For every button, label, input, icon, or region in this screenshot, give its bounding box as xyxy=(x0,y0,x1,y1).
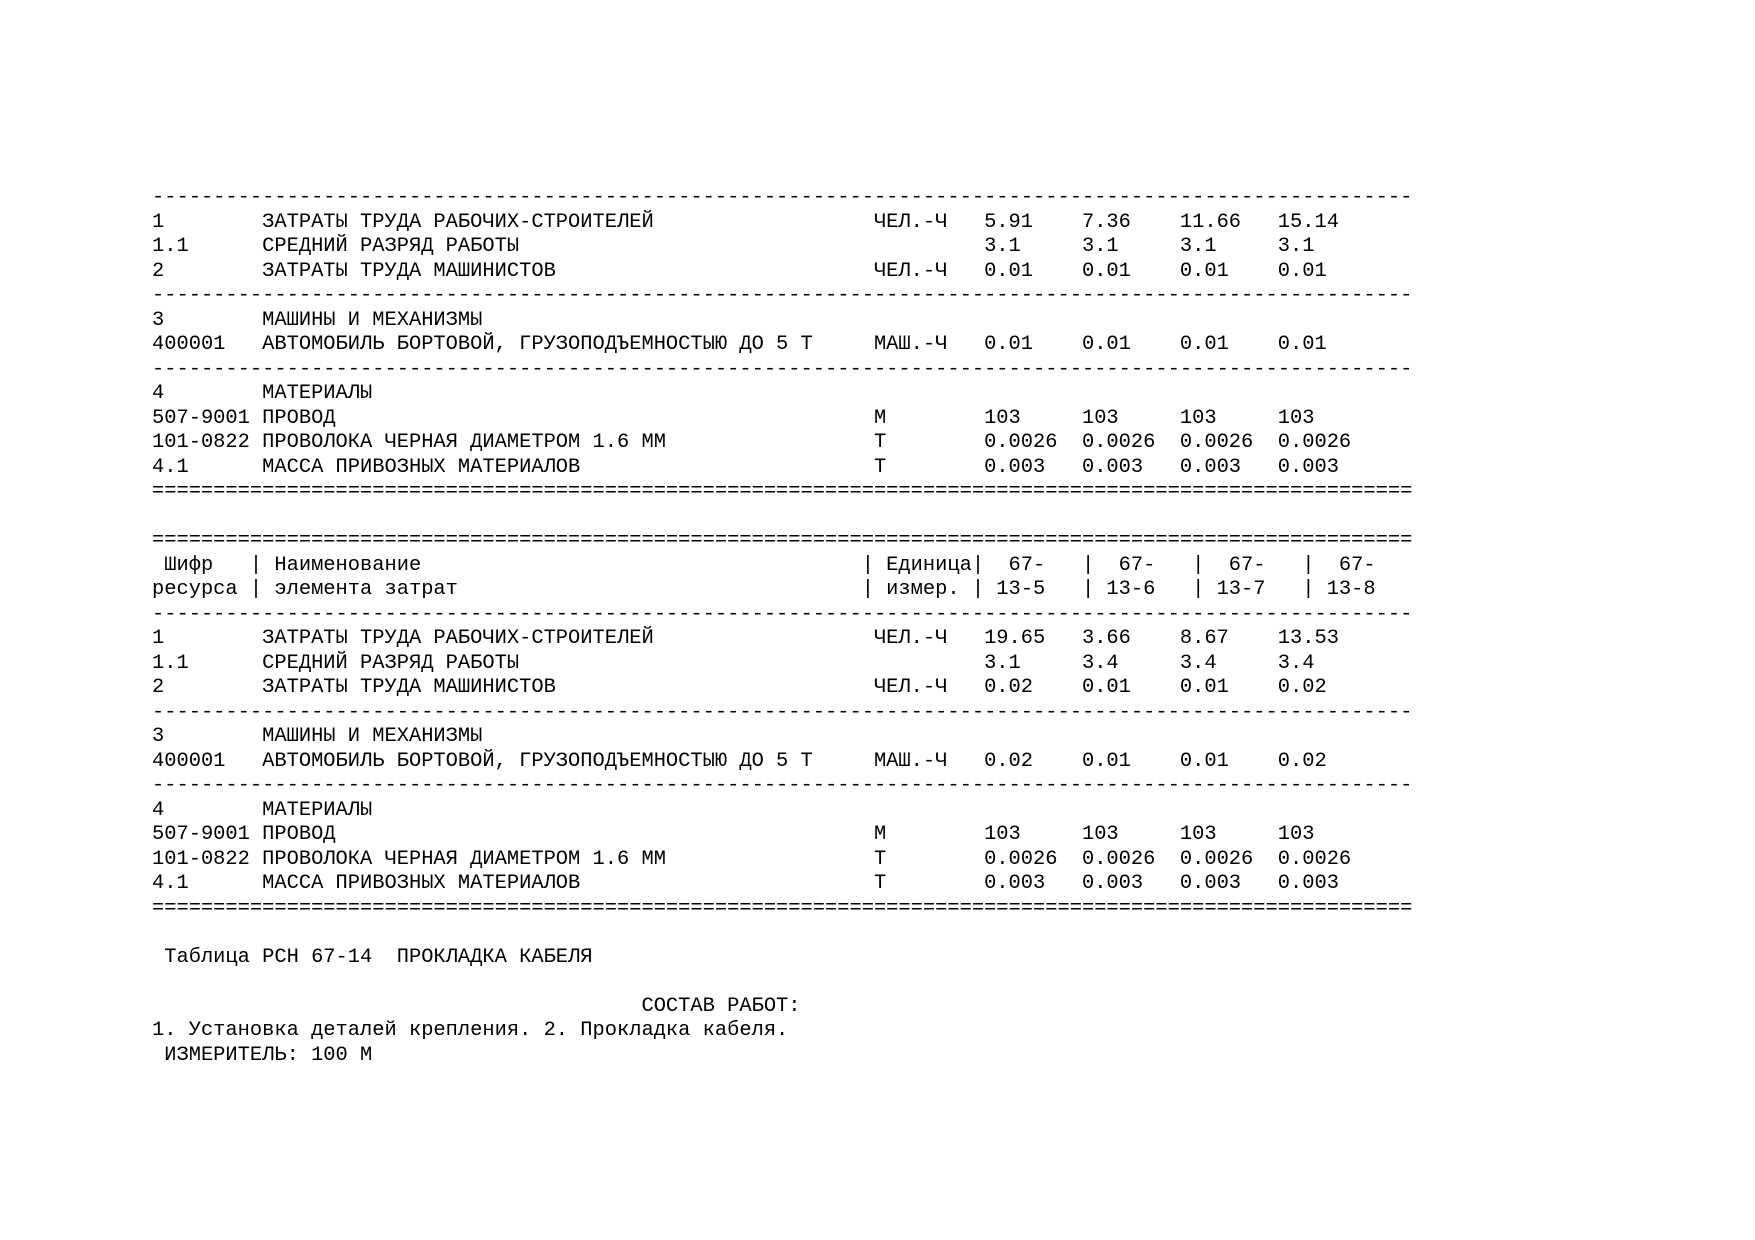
text-line: 400001 АВТОМОБИЛЬ БОРТОВОЙ, ГРУЗОПОДЪЕМНОСТЫЮ ДО 5 Т МАШ.-Ч 0.01 0.01 0.01 0.01 xyxy=(152,333,1327,356)
text-line: 1. Установка деталей крепления. 2. Прокладка кабеля. xyxy=(152,1019,789,1042)
dashed-separator-line: ------------------------------------------------------------------------------------------------------- xyxy=(152,284,1413,307)
text-line: Таблица РСН 67-14 ПРОКЛАДКА КАБЕЛЯ xyxy=(152,945,593,969)
dashed-separator-line: ------------------------------------------------------------------------------------------------------- xyxy=(152,602,1413,626)
text-line: 4 МАТЕРИАЛЫ xyxy=(152,382,373,405)
dashed-separator-line: ------------------------------------------------------------------------------------------------------- xyxy=(152,186,1413,209)
text-line: 4.1 МАССА ПРИВОЗНЫХ МАТЕРИАЛОВ Т 0.003 0.003 0.003 0.003 xyxy=(152,455,1339,479)
text-line: 3 МАШИНЫ И МЕХАНИЗМЫ xyxy=(152,725,483,748)
text-line: 2 ЗАТРАТЫ ТРУДА МАШИНИСТОВ ЧЕЛ.-Ч 0.02 0.01 0.01 0.02 xyxy=(152,676,1327,699)
text-line: 400001 АВТОМОБИЛЬ БОРТОВОЙ, ГРУЗОПОДЪЕМНОСТЫЮ ДО 5 Т МАШ.-Ч 0.02 0.01 0.01 0.02 xyxy=(152,749,1327,773)
text-line: 1.1 СРЕДНИЙ РАЗРЯД РАБОТЫ 3.1 3.4 3.4 3.4 xyxy=(152,651,1315,675)
text-line: СОСТАВ РАБОТ: xyxy=(152,994,801,1018)
dashed-separator-line: ------------------------------------------------------------------------------------------------------- xyxy=(152,700,1413,724)
table-header-line: ресурса | элемента затрат | измер. | 13-5 | 13-6 | 13-7 | 13-8 xyxy=(152,578,1376,601)
text-line: 4 МАТЕРИАЛЫ xyxy=(152,798,373,822)
table-header-line: Шифр | Наименование | Единица| 67- | 67- | 67- | 67- xyxy=(152,553,1376,577)
blank-line xyxy=(152,505,1412,530)
double-separator-line: ======================================================================================================= xyxy=(152,896,1413,920)
blank-line xyxy=(152,921,1412,946)
text-line: 3 МАШИНЫ И МЕХАНИЗМЫ xyxy=(152,308,483,332)
text-line: ИЗМЕРИТЕЛЬ: 100 М xyxy=(152,1043,373,1067)
text-line: 1 ЗАТРАТЫ ТРУДА РАБОЧИХ-СТРОИТЕЛЕЙ ЧЕЛ.-Ч 5.91 7.36 11.66 15.14 xyxy=(152,210,1339,234)
double-separator-line: ======================================================================================================= xyxy=(152,529,1413,552)
double-separator-line: ======================================================================================================= xyxy=(152,480,1413,503)
dashed-separator-line: ------------------------------------------------------------------------------------------------------- xyxy=(152,357,1413,381)
text-line: 507-9001 ПРОВОД М 103 103 103 103 xyxy=(152,406,1315,430)
text-line: 2 ЗАТРАТЫ ТРУДА МАШИНИСТОВ ЧЕЛ.-Ч 0.01 0.01 0.01 0.01 xyxy=(152,259,1327,283)
document-page xyxy=(152,186,1412,1068)
text-line: 101-0822 ПРОВОЛОКА ЧЕРНАЯ ДИАМЕТРОМ 1.6 ММ Т 0.0026 0.0026 0.0026 0.0026 xyxy=(152,847,1352,871)
text-line: 507-9001 ПРОВОД М 103 103 103 103 xyxy=(152,823,1315,846)
text-line: 1 ЗАТРАТЫ ТРУДА РАБОЧИХ-СТРОИТЕЛЕЙ ЧЕЛ.-Ч 19.65 3.66 8.67 13.53 xyxy=(152,627,1339,650)
text-line: 1.1 СРЕДНИЙ РАЗРЯД РАБОТЫ 3.1 3.1 3.1 3.1 xyxy=(152,235,1315,258)
dashed-separator-line: ------------------------------------------------------------------------------------------------------- xyxy=(152,774,1413,797)
text-line: 4.1 МАССА ПРИВОЗНЫХ МАТЕРИАЛОВ Т 0.003 0.003 0.003 0.003 xyxy=(152,872,1339,895)
text-line: 101-0822 ПРОВОЛОКА ЧЕРНАЯ ДИАМЕТРОМ 1.6 ММ Т 0.0026 0.0026 0.0026 0.0026 xyxy=(152,431,1352,454)
blank-line xyxy=(152,970,1412,995)
